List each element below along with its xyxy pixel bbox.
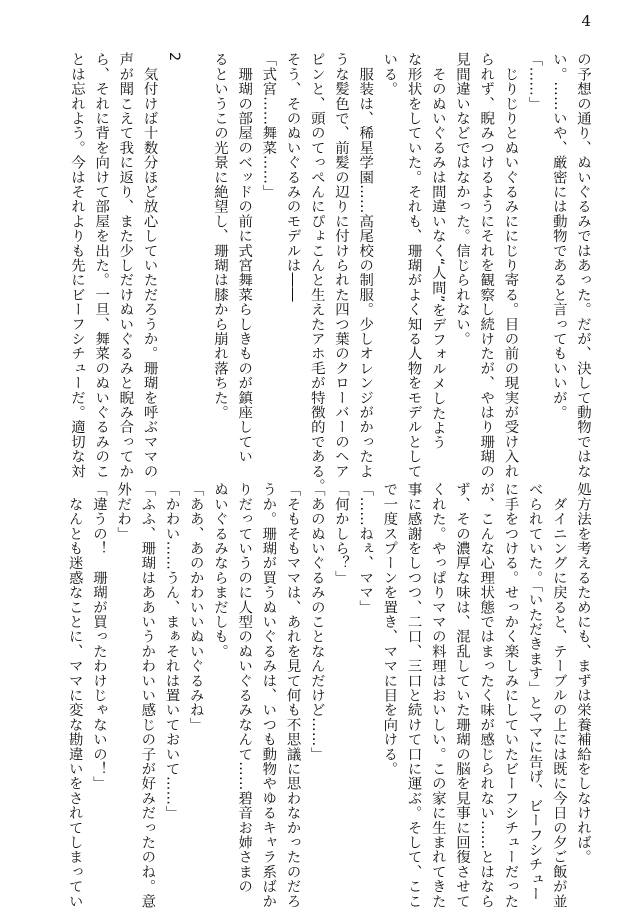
section-number: 2 xyxy=(165,52,182,62)
text-line: そのぬいぐるみは間違いなく“人間”をデフォルメしたよう xyxy=(429,52,446,450)
text-line: の予想の通り、ぬいぐるみではあった。だが、決して動物ではな xyxy=(575,52,591,479)
text-line: 外だわ」 xyxy=(115,482,132,541)
text-line: くれた。やっぱりママの料理はおいしい。この家に生まれてきた xyxy=(429,482,446,909)
text-line: に手をつける。せっかく楽しみにしていたビーフシチューだった xyxy=(502,482,519,909)
text-line: いる。 xyxy=(381,52,398,97)
text-line: とは忘れよう。今はそれよりも先にビーフシチューだ。適切な対 xyxy=(68,52,85,479)
text-line: 「そもそもママは、あれを見て何も不思議に思わなかったのだろ xyxy=(284,482,301,909)
text-line: ピンと、頭のてっぺんにぴょこんと生えたアホ毛が特徴的である。 xyxy=(308,52,325,493)
page-number: 4 xyxy=(581,12,591,30)
text-line: じりじりとぬいぐるみににじり寄る。目の前の現実が受け入れ xyxy=(502,52,519,479)
text-line: べられていた。「いただきます」とママに告げ、ビーフシチュー xyxy=(526,482,543,902)
text-line: なんとも迷惑なことに、ママに変な勘違いをされてしまってい xyxy=(66,482,83,909)
text-line: が、こんな心理状態ではまったく味が感じられない……とはなら xyxy=(478,482,495,909)
text-line: い。……いや、厳密には動物であると言ってもいいが。 xyxy=(550,52,567,420)
text-line: で一度スプーンを置き、ママに目を向ける。 xyxy=(381,482,398,776)
text-line: な形状をしていた。それも、珊瑚がよく知る人物をモデルとして xyxy=(405,52,422,479)
text-line: 「何かしら？」 xyxy=(332,482,349,585)
text-line: 「違うの！ 珊瑚が買ったわけじゃないの！」 xyxy=(90,482,107,791)
text-line: 「あのぬいぐるみのことなんだけど……」 xyxy=(308,482,325,762)
text-line: るというこの光景に絶望し、珊瑚は膝から崩れ落ちた。 xyxy=(211,52,228,420)
section-gap xyxy=(186,52,208,462)
text-line: 見間違いなどではなかった。信じられない。 xyxy=(453,52,470,346)
text-line: ず、その濃厚な味は、混乱していた珊瑚の脳を見事に回復させて xyxy=(453,482,470,909)
text-line: 「……」 xyxy=(526,52,543,111)
text-line: 「式宮……舞菜……」 xyxy=(260,52,277,199)
text-line: うか。珊瑚が買うぬいぐるみは、いつも動物やゆるキャラ系ばか xyxy=(260,482,277,909)
text-line: ぬいぐるみならまだしも。 xyxy=(211,482,228,659)
text-line: うな髪色で、前髪の辺りに付けられた四つ葉のクローバーのヘア xyxy=(332,52,349,479)
text-line: 気付けば十数分ほど放心していただろうか。珊瑚を呼ぶママの xyxy=(141,52,158,479)
text-block-bottom xyxy=(25,482,595,909)
text-line: 「かわい……うん、まぁそれは置いておいて……」 xyxy=(163,482,180,821)
text-line: 事に感謝をしつつ、二口、三口と続けて口に運ぶ。そして、ここ xyxy=(405,482,422,909)
text-line: 服装は、稀星学園……高尾校の制服。少しオレンジがかったよ xyxy=(357,52,374,479)
text-line: られず、睨みつけるようにそれを観察し続けたが、やはり珊瑚の xyxy=(478,52,495,479)
text-line: りだっていうのに人型のぬいぐるみなんて……碧音お姉さまの xyxy=(236,482,253,894)
text-line: 声が聞こえて我に返り、また少しだけぬいぐるみと睨み合ってか xyxy=(117,52,134,479)
text-line: 「……ねぇ、ママ」 xyxy=(357,482,374,615)
text-line: そう、そのぬいぐるみのモデルは―― xyxy=(284,52,301,302)
text-line: 「ああ、あのかわいいぬいぐるみね」 xyxy=(187,482,204,732)
text-line: ダイニングに戻ると、テーブルの上には既に今日の夕ご飯が並 xyxy=(550,482,567,909)
text-line: ら、それに背を向けて部屋を出た。一旦、舞菜のぬいぐるみのこ xyxy=(93,52,110,479)
text-line: 珊瑚の部屋のベッドの前に式宮舞菜らしきものが鎮座してい xyxy=(236,52,253,464)
text-line: 処方法を考えるためにも、まずは栄養補給をしなければ。 xyxy=(575,482,591,865)
text-line: 「ふふ、珊瑚はああいうかわいい感じの子が好みだったのね。意 xyxy=(139,482,156,909)
text-block-top xyxy=(25,52,595,493)
